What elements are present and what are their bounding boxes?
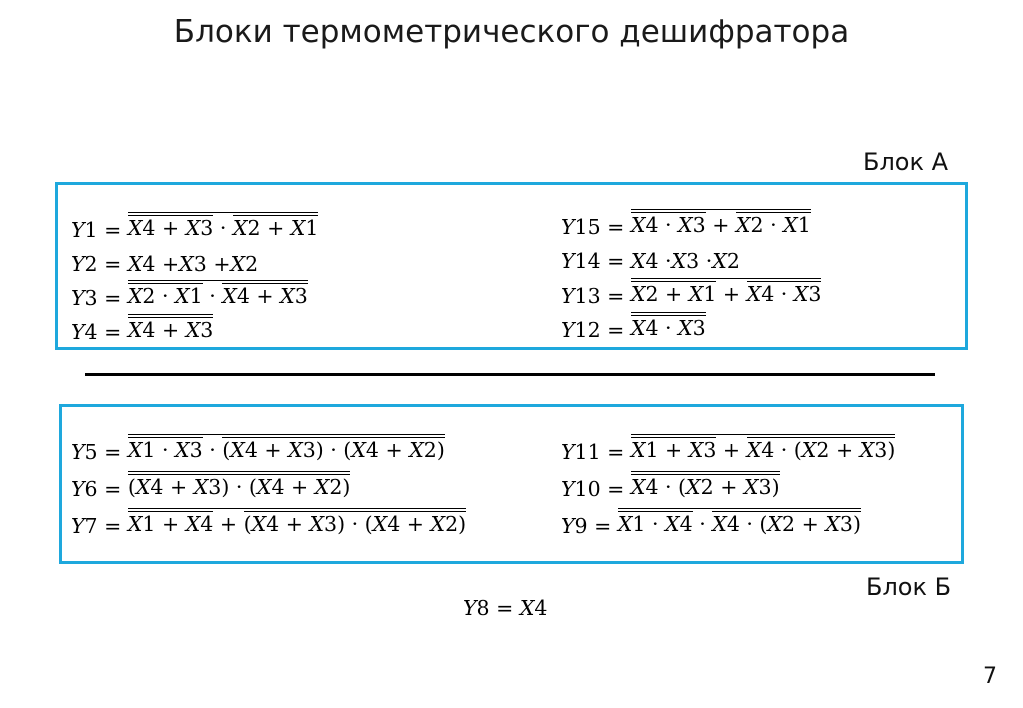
equation-Y9: Y 9 = X1 · X4 · X4 · (X2 + X3) bbox=[561, 502, 861, 536]
equation-Y11: Y 11 = X1 + X3 + X4 · (X2 + X3) bbox=[561, 428, 895, 462]
equation-Y14: Y 14 = X 4 · X 3 · X 2 bbox=[561, 248, 740, 273]
equation-Y12: Y 12 = X4 · X3 bbox=[561, 306, 706, 340]
block-a-label: Блок А bbox=[863, 148, 949, 176]
block-b-label: Блок Б bbox=[866, 573, 952, 601]
section-divider bbox=[85, 373, 935, 376]
equation-Y6: Y 6 = (X4 + X3) · (X4 + X2) bbox=[71, 465, 350, 499]
equation-Y8: Y 8 = X 4 bbox=[463, 595, 548, 620]
equation-Y10: Y 10 = X4 · (X2 + X3) bbox=[561, 465, 780, 499]
equation-Y13: Y 13 = X2 + X1 + X4 · X3 bbox=[561, 272, 821, 306]
equation-Y3: Y 3 = X2 · X1 · X4 + X3 bbox=[71, 274, 308, 308]
page-number: 7 bbox=[983, 664, 997, 689]
page-title: Блоки термометрического дешифратора bbox=[173, 14, 850, 50]
equation-Y7: Y 7 = X1 + X4 + (X4 + X3) · (X4 + X2) bbox=[71, 502, 466, 536]
equation-Y15: Y 15 = X4 · X3 + X2 · X1 bbox=[561, 203, 811, 237]
equation-Y5: Y 5 = X1 · X3 · (X4 + X3) · (X4 + X2) bbox=[71, 428, 445, 462]
equation-Y2: Y 2 = X 4 + X 3 + X 2 bbox=[71, 251, 259, 276]
equation-Y4: Y 4 = X4 + X3 bbox=[71, 308, 213, 342]
equation-Y1: Y 1 = X4 + X3 · X2 + X1 bbox=[71, 206, 318, 240]
